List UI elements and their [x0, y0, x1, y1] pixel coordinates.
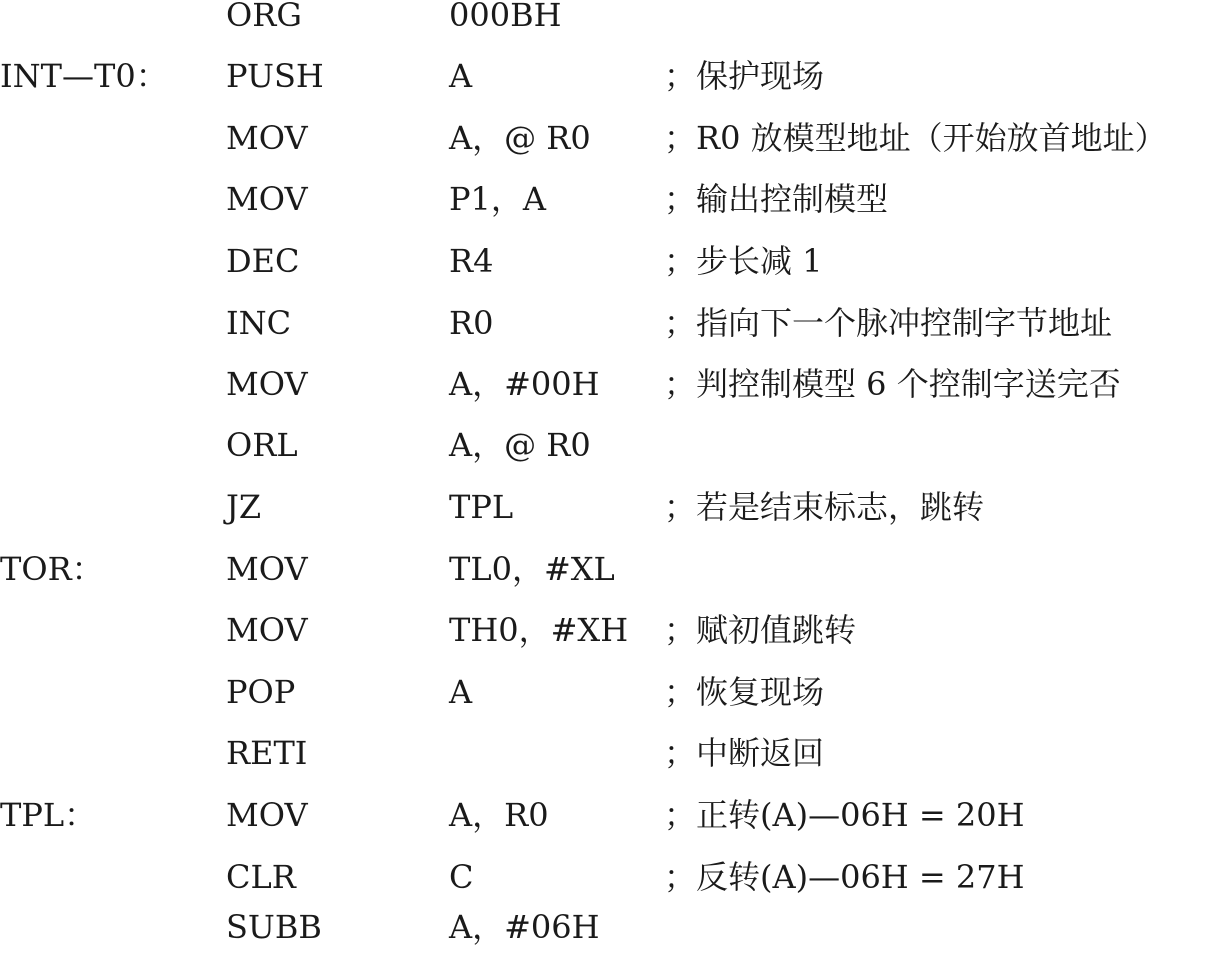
- code-comment: ；保护现场: [664, 57, 825, 95]
- code-mnemonic: PUSH: [226, 57, 324, 95]
- code-mnemonic: JZ: [226, 488, 262, 526]
- code-comment: ；R0 放模型地址（开始放首地址）: [664, 119, 1167, 157]
- code-mnemonic: POP: [226, 673, 296, 711]
- code-mnemonic: DEC: [226, 242, 300, 280]
- code-operand: A: [449, 57, 473, 95]
- code-mnemonic: ORL: [226, 426, 298, 464]
- code-label: TOR：: [0, 550, 104, 588]
- code-line: [0, 661, 1225, 723]
- code-line: [0, 0, 1225, 46]
- code-line: [0, 476, 1225, 538]
- code-operand: A，#06H: [449, 908, 600, 946]
- code-label: INT—T0：: [0, 57, 168, 95]
- code-mnemonic: CLR: [226, 858, 296, 896]
- code-mnemonic: ORG: [226, 0, 302, 34]
- code-line: [0, 353, 1225, 415]
- code-comment: ；若是结束标志，跳转: [664, 488, 985, 526]
- code-mnemonic: MOV: [226, 611, 308, 649]
- code-line: [0, 230, 1225, 292]
- code-operand: R4: [449, 242, 494, 280]
- code-comment: ；恢复现场: [664, 673, 825, 711]
- code-mnemonic: RETI: [226, 734, 308, 772]
- code-comment: ；输出控制模型: [664, 180, 889, 218]
- code-line: [0, 45, 1225, 107]
- code-operand: TL0，#XL: [449, 550, 615, 588]
- code-mnemonic: MOV: [226, 119, 308, 157]
- code-operand: C: [449, 858, 474, 896]
- code-line: [0, 538, 1225, 600]
- code-line: [0, 107, 1225, 169]
- code-line: [0, 292, 1225, 354]
- code-operand: A，@ R0: [449, 119, 591, 157]
- code-operand: P1，A: [449, 180, 547, 218]
- code-mnemonic: INC: [226, 304, 292, 342]
- code-line: [0, 896, 1225, 958]
- code-operand: A: [449, 673, 473, 711]
- code-mnemonic: SUBB: [226, 908, 322, 946]
- code-mnemonic: MOV: [226, 365, 308, 403]
- code-operand: A，@ R0: [449, 426, 591, 464]
- code-comment: ；步长减 1: [664, 242, 823, 280]
- code-mnemonic: MOV: [226, 550, 308, 588]
- code-operand: A，#00H: [449, 365, 600, 403]
- code-mnemonic: MOV: [226, 180, 308, 218]
- code-comment: ；中断返回: [664, 734, 825, 772]
- code-operand: R0: [449, 304, 494, 342]
- code-comment: ；指向下一个脉冲控制字节地址: [664, 304, 1113, 342]
- code-label: TPL：: [0, 796, 97, 834]
- code-line: [0, 784, 1225, 846]
- code-operand: TH0，#XH: [449, 611, 629, 649]
- code-line: [0, 414, 1225, 476]
- code-comment: ；赋初值跳转: [664, 611, 857, 649]
- code-comment: ；反转(A)—06H = 27H: [664, 858, 1025, 896]
- code-operand: TPL: [449, 488, 514, 526]
- code-line: [0, 599, 1225, 661]
- code-comment: ；正转(A)—06H = 20H: [664, 796, 1025, 834]
- code-line: [0, 722, 1225, 784]
- code-mnemonic: MOV: [226, 796, 308, 834]
- code-comment: ；判控制模型 6 个控制字送完否: [664, 365, 1121, 403]
- code-line: [0, 168, 1225, 230]
- code-operand: 000BH: [449, 0, 562, 34]
- code-operand: A，R0: [449, 796, 549, 834]
